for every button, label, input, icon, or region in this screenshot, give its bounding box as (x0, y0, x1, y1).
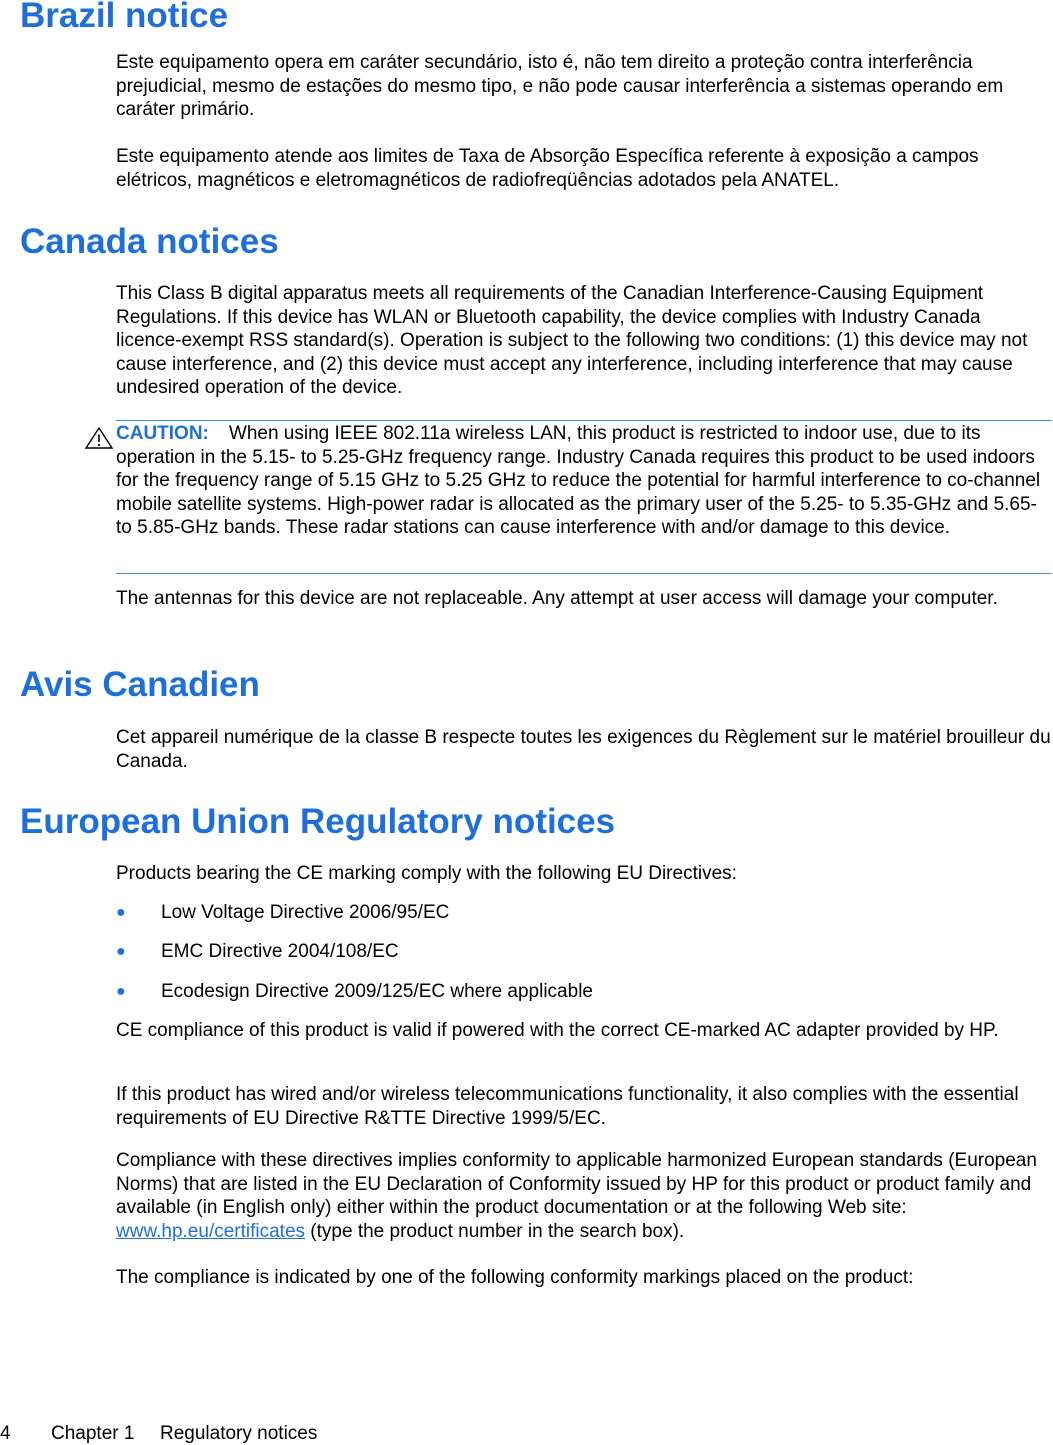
heading-canada-notices: Canada notices (20, 222, 279, 261)
eu-intro: Products bearing the CE marking comply with the following EU Directives: (116, 863, 737, 884)
caution-text: When using IEEE 802.11a wireless LAN, this product is restricted to indoor use, due to its operation in the 5.15- to 5.25-GHz frequency range. Industry Canada requires this product to be used indoors for the frequency range of 5.15 GHz to 5.25 GHz to reduce the potential for harmful interference to co-channel mobile satellite systems. High-power radar is allocated as the primary user of the 5.25- to 5.35-GHz and 5.65- to 5.85-GHz bands. These radar stations can cause interference with and/or damage to this device. (116, 423, 1041, 538)
bullet-dot-icon: ● (116, 943, 126, 960)
caution-box (116, 420, 1052, 574)
canada-paragraph-2: The antennas for this device are not replaceable. Any attempt at user access will damage your computer. (116, 588, 998, 609)
brazil-paragraph-1: Este equipamento opera em caráter secundário, isto é, não tem direito a proteção contra interferência prejudicial, mesmo de estações do mesmo tipo, e não pode causar interferência a sistemas operando em caráter primário. (116, 52, 1004, 120)
eu-paragraph-3-text-before: Compliance with these directives implies conformity to applicable harmonized European standards (European Norms) that are listed in the EU Declaration of Conformity issued by HP for this product or product family and available (in English only) either within the product documentation or at the following Web site: (116, 1150, 1037, 1218)
heading-eu-regulatory-notices: European Union Regulatory notices (20, 802, 616, 841)
eu-paragraph-1: CE compliance of this product is valid if powered with the correct CE-marked AC adapter provided by HP. (116, 1020, 999, 1041)
list-item-text: Low Voltage Directive 2006/95/EC (161, 902, 450, 923)
brazil-paragraph-2: Este equipamento atende aos limites de Taxa de Absorção Específica referente à exposição a campos elétricos, magnéticos e eletromagnéticos de radiofreqüências adotados pela ANATEL. (116, 146, 979, 191)
eu-paragraph-2: If this product has wired and/or wireless telecommunications functionality, it also complies with the essential requirements of EU Directive R&TTE Directive 1999/5/EC. (116, 1084, 1019, 1129)
footer-chapter: Chapter 1 (51, 1423, 135, 1444)
heading-brazil-notice: Brazil notice (20, 0, 229, 35)
eu-paragraph-4: The compliance is indicated by one of the following conformity markings placed on the product: (116, 1267, 914, 1288)
bullet-dot-icon: ● (116, 904, 126, 921)
heading-avis-canadien: Avis Canadien (20, 665, 260, 704)
list-item-text: Ecodesign Directive 2009/125/EC where applicable (161, 981, 593, 1002)
canada-paragraph-1: This Class B digital apparatus meets all requirements of the Canadian Interference-Causing Equipment Regulations. If this device has WLAN or Bluetooth capability, the device complies with Industry Canada licence-exempt RSS standard(s). Operation is subject to the following two conditions: (1) this device may not cause interference, and (2) this device must accept any interference, including interference that may cause undesired operation of the device. (116, 283, 1028, 398)
footer-chapter-title: Regulatory notices (160, 1423, 318, 1444)
list-item-text: EMC Directive 2004/108/EC (161, 941, 399, 962)
certificates-link[interactable]: www.hp.eu/certificates (116, 1220, 306, 1242)
bullet-dot-icon: ● (116, 983, 126, 1000)
avis-paragraph-1: Cet appareil numérique de la classe B respecte toutes les exigences du Règlement sur le matériel brouilleur du Canada. (116, 727, 1051, 772)
caution-label: CAUTION: (116, 423, 209, 444)
warning-triangle-icon (84, 426, 114, 450)
eu-paragraph-3-text-after: (type the product number in the search box). (305, 1220, 685, 1242)
caution-text-block (116, 422, 1052, 540)
page-number: 4 (0, 1423, 11, 1444)
eu-paragraph-3 (116, 1149, 1051, 1243)
